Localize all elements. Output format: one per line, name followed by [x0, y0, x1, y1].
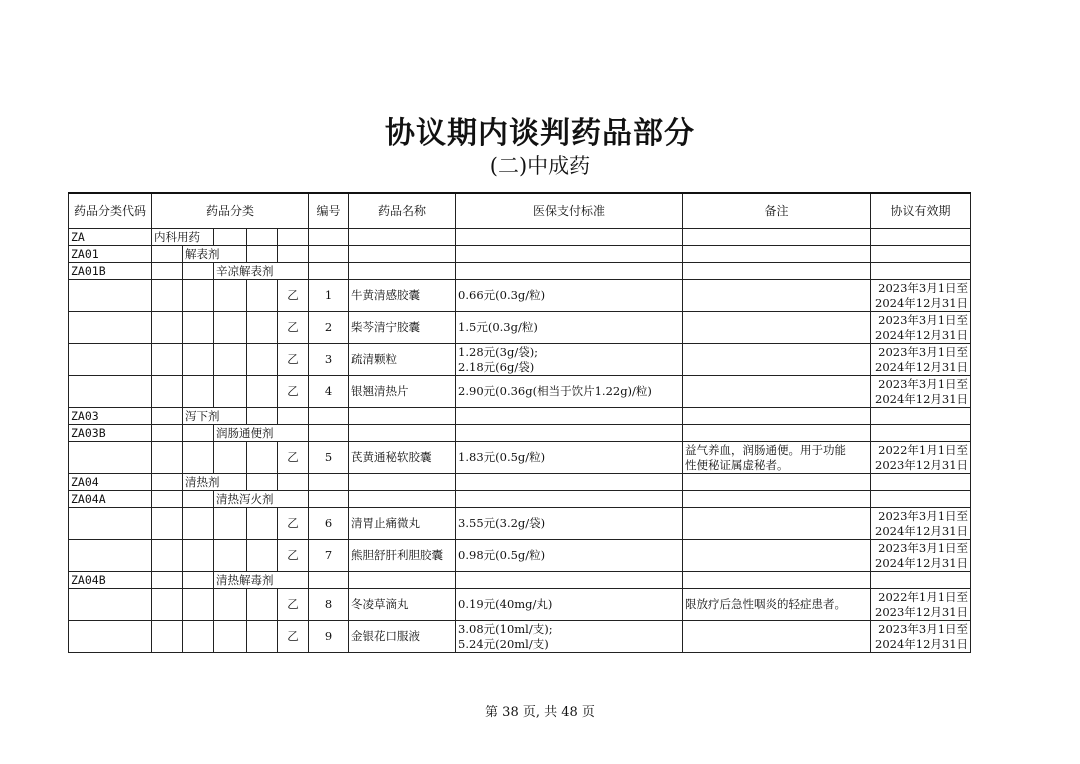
- table-row: [69, 344, 971, 376]
- drug-number: 4: [309, 376, 349, 408]
- drug-payment: 1.83元(0.5g/粒): [456, 442, 683, 474]
- category-name: 清热剂: [183, 474, 247, 491]
- drug-name: 清胃止痛微丸: [349, 508, 456, 540]
- drug-validity: 2022年1月1日至 2023年12月31日: [871, 442, 971, 474]
- drug-payment: 2.90元(0.36g(相当于饮片1.22g)/粒): [456, 376, 683, 408]
- drug-payment: 0.19元(40mg/丸): [456, 589, 683, 621]
- category-name: 清热泻火剂: [214, 491, 309, 508]
- page-footer: 第 38 页, 共 48 页: [485, 705, 595, 720]
- category-row: [69, 408, 971, 425]
- drug-validity: 2023年3月1日至 2024年12月31日: [871, 376, 971, 408]
- category-name: 内科用药: [152, 229, 214, 246]
- drug-validity: 2023年3月1日至 2024年12月31日: [871, 621, 971, 653]
- drug-name: 金银花口服液: [349, 621, 456, 653]
- drug-remark: [683, 344, 871, 376]
- drug-name: 疏清颗粒: [349, 344, 456, 376]
- drug-number: 9: [309, 621, 349, 653]
- drug-grade: 乙: [278, 442, 309, 474]
- header-code: 药品分类代码: [69, 193, 152, 229]
- category-row: [69, 474, 971, 491]
- category-row: [69, 229, 971, 246]
- drug-number: 1: [309, 280, 349, 312]
- drug-remark: [683, 508, 871, 540]
- drug-validity: 2022年1月1日至 2023年12月31日: [871, 589, 971, 621]
- drug-table: [68, 192, 971, 653]
- category-row: [69, 572, 971, 589]
- category-code: ZA04B: [69, 572, 152, 589]
- drug-payment: 1.5元(0.3g/粒): [456, 312, 683, 344]
- drug-remark: [683, 312, 871, 344]
- category-code: ZA01B: [69, 263, 152, 280]
- header-remark: 备注: [683, 193, 871, 229]
- table-row: [69, 442, 971, 474]
- category-row: [69, 491, 971, 508]
- page-title: 协议期内谈判药品部分: [385, 116, 695, 151]
- table-header-row: [69, 193, 971, 229]
- drug-remark: [683, 540, 871, 572]
- header-number: 编号: [309, 193, 349, 229]
- category-code: ZA01: [69, 246, 152, 263]
- table-row: [69, 280, 971, 312]
- drug-grade: 乙: [278, 589, 309, 621]
- drug-grade: 乙: [278, 621, 309, 653]
- category-code: ZA03B: [69, 425, 152, 442]
- drug-payment: 3.08元(10ml/支); 5.24元(20ml/支): [456, 621, 683, 653]
- drug-payment: 3.55元(3.2g/袋): [456, 508, 683, 540]
- drug-validity: 2023年3月1日至 2024年12月31日: [871, 280, 971, 312]
- header-payment: 医保支付标准: [456, 193, 683, 229]
- table-row: [69, 376, 971, 408]
- drug-name: 银翘清热片: [349, 376, 456, 408]
- drug-name: 柴芩清宁胶囊: [349, 312, 456, 344]
- drug-validity: 2023年3月1日至 2024年12月31日: [871, 508, 971, 540]
- category-row: [69, 246, 971, 263]
- category-name: 清热解毒剂: [214, 572, 309, 589]
- page-subtitle: (二)中成药: [489, 154, 591, 178]
- drug-grade: 乙: [278, 344, 309, 376]
- drug-remark: [683, 376, 871, 408]
- drug-name: 芪黄通秘软胶囊: [349, 442, 456, 474]
- drug-validity: 2023年3月1日至 2024年12月31日: [871, 540, 971, 572]
- category-row: [69, 425, 971, 442]
- category-name: 辛凉解表剂: [214, 263, 309, 280]
- drug-validity: 2023年3月1日至 2024年12月31日: [871, 312, 971, 344]
- table-row: [69, 312, 971, 344]
- drug-grade: 乙: [278, 376, 309, 408]
- table-row: [69, 540, 971, 572]
- drug-name: 冬凌草滴丸: [349, 589, 456, 621]
- drug-grade: 乙: [278, 508, 309, 540]
- drug-name: 牛黄清感胶囊: [349, 280, 456, 312]
- drug-number: 7: [309, 540, 349, 572]
- category-row: [69, 263, 971, 280]
- header-validity: 协议有效期: [871, 193, 971, 229]
- category-code: ZA: [69, 229, 152, 246]
- drug-remark: [683, 621, 871, 653]
- drug-payment: 1.28元(3g/袋); 2.18元(6g/袋): [456, 344, 683, 376]
- drug-grade: 乙: [278, 312, 309, 344]
- table-row: [69, 589, 971, 621]
- header-category: 药品分类: [152, 193, 309, 229]
- category-name: 润肠通便剂: [214, 425, 309, 442]
- drug-number: 3: [309, 344, 349, 376]
- category-code: ZA04A: [69, 491, 152, 508]
- drug-payment: 0.66元(0.3g/粒): [456, 280, 683, 312]
- header-name: 药品名称: [349, 193, 456, 229]
- drug-number: 5: [309, 442, 349, 474]
- category-code: ZA03: [69, 408, 152, 425]
- drug-number: 6: [309, 508, 349, 540]
- drug-number: 8: [309, 589, 349, 621]
- drug-remark: 限放疗后急性咽炎的轻症患者。: [683, 589, 871, 621]
- drug-validity: 2023年3月1日至 2024年12月31日: [871, 344, 971, 376]
- category-name: 解表剂: [183, 246, 247, 263]
- drug-name: 熊胆舒肝利胆胶囊: [349, 540, 456, 572]
- table-row: [69, 621, 971, 653]
- drug-grade: 乙: [278, 280, 309, 312]
- drug-number: 2: [309, 312, 349, 344]
- category-code: ZA04: [69, 474, 152, 491]
- drug-remark: [683, 280, 871, 312]
- drug-grade: 乙: [278, 540, 309, 572]
- table-row: [69, 508, 971, 540]
- drug-payment: 0.98元(0.5g/粒): [456, 540, 683, 572]
- category-name: 泻下剂: [183, 408, 247, 425]
- drug-remark: 益气养血，润肠通便。用于功能 性便秘证属虚秘者。: [683, 442, 871, 474]
